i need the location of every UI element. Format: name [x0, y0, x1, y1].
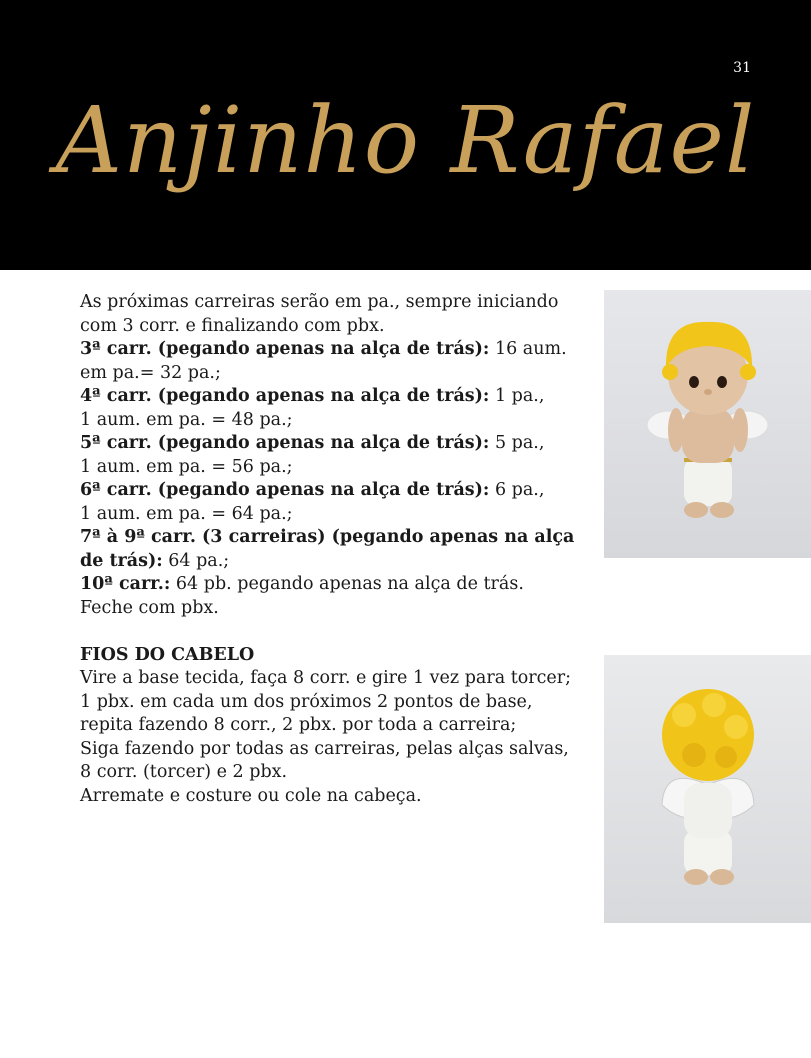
row-text: 64 pa.; — [162, 550, 230, 571]
row-text: 5 pa., — [489, 433, 545, 453]
row-10 — [80, 573, 610, 597]
row-text: 6 pa., — [489, 480, 545, 500]
intro-line: As próximas carreiras serão em pa., sempre iniciando — [80, 292, 559, 312]
row-5-cont: 1 aum. em pa. = 56 pa.; — [80, 456, 293, 477]
hair-heading: FIOS DO CABELO — [80, 644, 255, 665]
angel-front-photo — [604, 290, 811, 558]
row-label: 5ª carr. (pegando apenas na alça de trás): — [80, 433, 490, 453]
row-7-9-cont — [80, 550, 610, 574]
hair-line: 1 pbx. em cada um dos próximos 2 pontos de base, — [80, 691, 533, 712]
row-label: 4ª carr. (pegando apenas na alça de trás): — [80, 386, 490, 406]
row-6-cont: 1 aum. em pa. = 64 pa.; — [80, 503, 293, 524]
row-3 — [80, 338, 610, 362]
page-number: 31 — [733, 60, 751, 76]
row-6 — [80, 479, 610, 503]
row-label: 10ª carr.: — [80, 574, 171, 594]
hair-line: Siga fazendo por todas as carreiras, pelas alças salvas, — [80, 738, 569, 759]
row-text: 64 pb. pegando apenas na alça de trás. — [170, 574, 524, 594]
angel-front-illustration — [604, 290, 811, 558]
header-banner — [0, 0, 811, 270]
row-label: de trás): — [80, 550, 163, 571]
close-line: Feche com pbx. — [80, 597, 219, 618]
angel-back-illustration — [604, 655, 811, 923]
page-title: Anjinho Rafael — [55, 87, 756, 194]
row-7-9 — [80, 526, 610, 550]
hair-line: 8 corr. (torcer) e 2 pbx. — [80, 762, 288, 782]
row-label: 3ª carr. (pegando apenas na alça de trás): — [80, 339, 490, 359]
row-text: 1 pa., — [489, 386, 545, 406]
row-4 — [80, 385, 610, 409]
hair-line: Arremate e costure ou cole na cabeça. — [80, 785, 422, 806]
row-5 — [80, 432, 610, 456]
angel-back-photo — [604, 655, 811, 923]
hair-line: Vire a base tecida, faça 8 corr. e gire 1 vez para torcer; — [80, 668, 572, 688]
row-text: 16 aum. — [489, 339, 567, 359]
row-label: 7ª à 9ª carr. (3 carreiras) (pegando apenas na alça — [80, 527, 575, 547]
row-4-cont: 1 aum. em pa. = 48 pa.; — [80, 409, 293, 430]
pattern-instructions — [80, 291, 610, 808]
row-3-cont: em pa.= 32 pa.; — [80, 362, 221, 383]
intro-line: com 3 corr. e finalizando com pbx. — [80, 315, 385, 336]
hair-line: repita fazendo 8 corr., 2 pbx. por toda a carreira; — [80, 715, 517, 735]
row-label: 6ª carr. (pegando apenas na alça de trás): — [80, 480, 490, 500]
